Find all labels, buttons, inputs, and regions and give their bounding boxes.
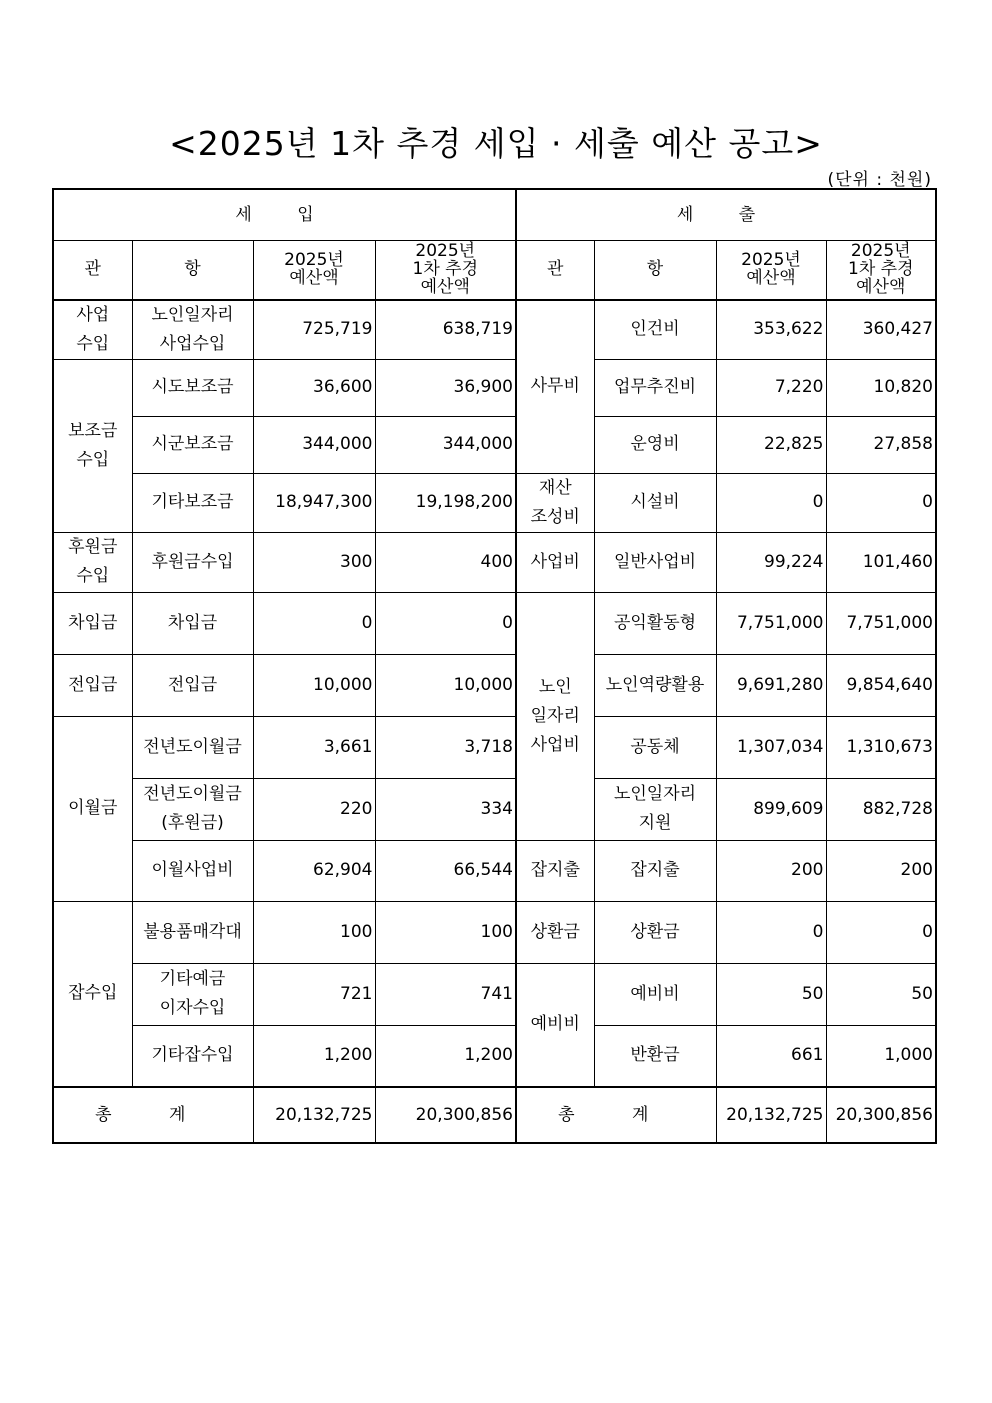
revenue-section-title: 세 입 bbox=[53, 189, 516, 241]
rev-supp: 66,544 bbox=[375, 840, 516, 901]
rev-supp: 10,000 bbox=[375, 654, 516, 716]
header-line: 2025년 bbox=[850, 241, 911, 262]
rev-hang: 차입금 bbox=[132, 592, 253, 654]
exp-supp: 0 bbox=[826, 473, 936, 532]
header-line: 예산액 bbox=[289, 268, 339, 288]
header-line: 예산액 bbox=[856, 276, 906, 297]
header-line: 2025년 bbox=[284, 250, 344, 271]
exp-budget: 899,609 bbox=[716, 778, 826, 840]
cell-text-line: 일자리 bbox=[530, 705, 580, 726]
section-header-row bbox=[53, 189, 936, 241]
cell-text-line: 수입 bbox=[76, 449, 110, 470]
exp-budget: 661 bbox=[716, 1025, 826, 1087]
header-line: 예산액 bbox=[420, 276, 470, 297]
rev-hang: 전입금 bbox=[132, 654, 253, 716]
table-row bbox=[53, 473, 936, 532]
header-line: 2025년 bbox=[741, 250, 801, 271]
exp-budget: 7,751,000 bbox=[716, 592, 826, 654]
rev-hang: 후원금수입 bbox=[132, 532, 253, 592]
rev-hang: 시도보조금 bbox=[132, 359, 253, 416]
rev-budget: 10,000 bbox=[253, 654, 375, 716]
exp-budget: 0 bbox=[716, 473, 826, 532]
revenue-total-supp: 20,300,856 bbox=[375, 1087, 516, 1143]
rev-gwan: 이월금 bbox=[53, 716, 132, 901]
exp-hang: 예비비 bbox=[594, 963, 716, 1025]
header-line: 2025년 bbox=[415, 241, 476, 262]
rev-hang bbox=[132, 963, 253, 1025]
budget-table bbox=[52, 188, 937, 1144]
cell-text-line: 사업비 bbox=[530, 734, 580, 755]
exp-hang bbox=[594, 778, 716, 840]
header-line: 1차 추경 bbox=[848, 259, 914, 280]
exp-supp: 101,460 bbox=[826, 532, 936, 592]
revenue-total-budget: 20,132,725 bbox=[253, 1087, 375, 1143]
exp-budget: 22,825 bbox=[716, 416, 826, 473]
table-row bbox=[53, 359, 936, 416]
unit-note: (단위 : 천원) bbox=[827, 170, 932, 190]
rev-supp: 0 bbox=[375, 592, 516, 654]
exp-hang: 공익활동형 bbox=[594, 592, 716, 654]
cell-text-line: 수입 bbox=[76, 333, 110, 354]
cell-text-line: 사업수입 bbox=[159, 333, 226, 354]
rev-gwan bbox=[53, 300, 132, 359]
rev-budget: 300 bbox=[253, 532, 375, 592]
exp-hang: 운영비 bbox=[594, 416, 716, 473]
exp-budget: 0 bbox=[716, 901, 826, 963]
rev-supp: 36,900 bbox=[375, 359, 516, 416]
cell-text-line: 조성비 bbox=[530, 506, 580, 527]
rev-budget: 36,600 bbox=[253, 359, 375, 416]
rev-supp: 19,198,200 bbox=[375, 473, 516, 532]
rev-budget: 725,719 bbox=[253, 300, 375, 359]
rev-budget: 344,000 bbox=[253, 416, 375, 473]
table-row bbox=[53, 963, 936, 1025]
exp-supp: 9,854,640 bbox=[826, 654, 936, 716]
exp-supp-header bbox=[826, 241, 936, 301]
cell-text-line: 후원금 bbox=[68, 537, 118, 558]
rev-supp: 344,000 bbox=[375, 416, 516, 473]
exp-hang: 잡지출 bbox=[594, 840, 716, 901]
exp-gwan: 잡지출 bbox=[516, 840, 594, 901]
cell-text-line: 보조금 bbox=[68, 420, 118, 441]
exp-budget: 9,691,280 bbox=[716, 654, 826, 716]
exp-budget: 200 bbox=[716, 840, 826, 901]
exp-supp: 10,820 bbox=[826, 359, 936, 416]
exp-hang: 시설비 bbox=[594, 473, 716, 532]
exp-hang: 인건비 bbox=[594, 300, 716, 359]
exp-hang: 일반사업비 bbox=[594, 532, 716, 592]
table-row bbox=[53, 901, 936, 963]
rev-hang: 불용품매각대 bbox=[132, 901, 253, 963]
rev-budget: 62,904 bbox=[253, 840, 375, 901]
exp-gwan: 상환금 bbox=[516, 901, 594, 963]
rev-gwan-header: 관 bbox=[53, 241, 132, 301]
rev-hang: 기타보조금 bbox=[132, 473, 253, 532]
exp-gwan: 사업비 bbox=[516, 532, 594, 592]
column-header-row bbox=[53, 241, 936, 301]
exp-hang: 노인역량활용 bbox=[594, 654, 716, 716]
exp-gwan bbox=[516, 592, 594, 840]
revenue-total-label: 총 계 bbox=[53, 1087, 253, 1143]
table-row bbox=[53, 532, 936, 592]
exp-supp: 882,728 bbox=[826, 778, 936, 840]
exp-hang: 반환금 bbox=[594, 1025, 716, 1087]
exp-budget-header bbox=[716, 241, 826, 301]
rev-budget: 721 bbox=[253, 963, 375, 1025]
exp-supp: 27,858 bbox=[826, 416, 936, 473]
exp-hang-header: 항 bbox=[594, 241, 716, 301]
exp-gwan bbox=[516, 473, 594, 532]
rev-supp: 3,718 bbox=[375, 716, 516, 778]
header-line: 예산액 bbox=[746, 268, 796, 288]
exp-budget: 99,224 bbox=[716, 532, 826, 592]
exp-budget: 353,622 bbox=[716, 300, 826, 359]
rev-hang: 전년도이월금 bbox=[132, 716, 253, 778]
table-row bbox=[53, 592, 936, 654]
rev-supp: 638,719 bbox=[375, 300, 516, 359]
rev-supp: 400 bbox=[375, 532, 516, 592]
rev-budget: 18,947,300 bbox=[253, 473, 375, 532]
rev-hang bbox=[132, 300, 253, 359]
cell-text-line: 노인일자리 bbox=[613, 784, 697, 805]
rev-supp: 334 bbox=[375, 778, 516, 840]
exp-hang: 상환금 bbox=[594, 901, 716, 963]
expense-section-title: 세 출 bbox=[516, 189, 936, 241]
exp-budget: 7,220 bbox=[716, 359, 826, 416]
exp-budget: 1,307,034 bbox=[716, 716, 826, 778]
cell-text-line: 사업 bbox=[76, 305, 110, 325]
exp-supp: 1,000 bbox=[826, 1025, 936, 1087]
total-row bbox=[53, 1087, 936, 1143]
rev-supp-header bbox=[375, 241, 516, 301]
rev-budget: 100 bbox=[253, 901, 375, 963]
exp-hang: 공동체 bbox=[594, 716, 716, 778]
rev-budget: 220 bbox=[253, 778, 375, 840]
table-row bbox=[53, 1025, 936, 1087]
expense-total-budget: 20,132,725 bbox=[716, 1087, 826, 1143]
rev-budget: 1,200 bbox=[253, 1025, 375, 1087]
table-row bbox=[53, 416, 936, 473]
rev-hang: 이월사업비 bbox=[132, 840, 253, 901]
cell-text-line: 전년도이월금 bbox=[143, 784, 242, 805]
rev-gwan bbox=[53, 532, 132, 592]
rev-budget-header bbox=[253, 241, 375, 301]
cell-text-line: 지원 bbox=[638, 813, 672, 834]
exp-gwan-header: 관 bbox=[516, 241, 594, 301]
rev-hang: 시군보조금 bbox=[132, 416, 253, 473]
exp-supp: 200 bbox=[826, 840, 936, 901]
exp-gwan: 사무비 bbox=[516, 300, 594, 473]
exp-supp: 1,310,673 bbox=[826, 716, 936, 778]
exp-supp: 50 bbox=[826, 963, 936, 1025]
rev-hang bbox=[132, 778, 253, 840]
rev-supp: 100 bbox=[375, 901, 516, 963]
exp-hang: 업무추진비 bbox=[594, 359, 716, 416]
rev-budget: 3,661 bbox=[253, 716, 375, 778]
cell-text-line: 노인 bbox=[538, 676, 572, 697]
header-line: 1차 추경 bbox=[412, 259, 478, 280]
expense-total-supp: 20,300,856 bbox=[826, 1087, 936, 1143]
table-row bbox=[53, 300, 936, 359]
exp-budget: 50 bbox=[716, 963, 826, 1025]
cell-text-line: (후원금) bbox=[161, 813, 224, 834]
table-row bbox=[53, 654, 936, 716]
page-title: <2025년 1차 추경 세입 · 세출 예산 공고> bbox=[169, 124, 823, 163]
rev-hang-header: 항 bbox=[132, 241, 253, 301]
exp-supp: 360,427 bbox=[826, 300, 936, 359]
table-row bbox=[53, 840, 936, 901]
rev-gwan bbox=[53, 359, 132, 532]
expense-total-label: 총 계 bbox=[516, 1087, 716, 1143]
rev-hang: 기타잡수입 bbox=[132, 1025, 253, 1087]
cell-text-line: 재산 bbox=[538, 477, 572, 498]
exp-supp: 7,751,000 bbox=[826, 592, 936, 654]
table-row bbox=[53, 716, 936, 778]
exp-gwan: 예비비 bbox=[516, 963, 594, 1087]
rev-gwan: 전입금 bbox=[53, 654, 132, 716]
rev-supp: 741 bbox=[375, 963, 516, 1025]
exp-supp: 0 bbox=[826, 901, 936, 963]
rev-budget: 0 bbox=[253, 592, 375, 654]
rev-gwan: 잡수입 bbox=[53, 901, 132, 1087]
cell-text-line: 이자수입 bbox=[159, 998, 226, 1019]
table-row bbox=[53, 778, 936, 840]
cell-text-line: 노인일자리 bbox=[151, 305, 234, 325]
rev-supp: 1,200 bbox=[375, 1025, 516, 1087]
rev-gwan: 차입금 bbox=[53, 592, 132, 654]
cell-text-line: 수입 bbox=[76, 566, 110, 587]
cell-text-line: 기타예금 bbox=[159, 969, 226, 990]
